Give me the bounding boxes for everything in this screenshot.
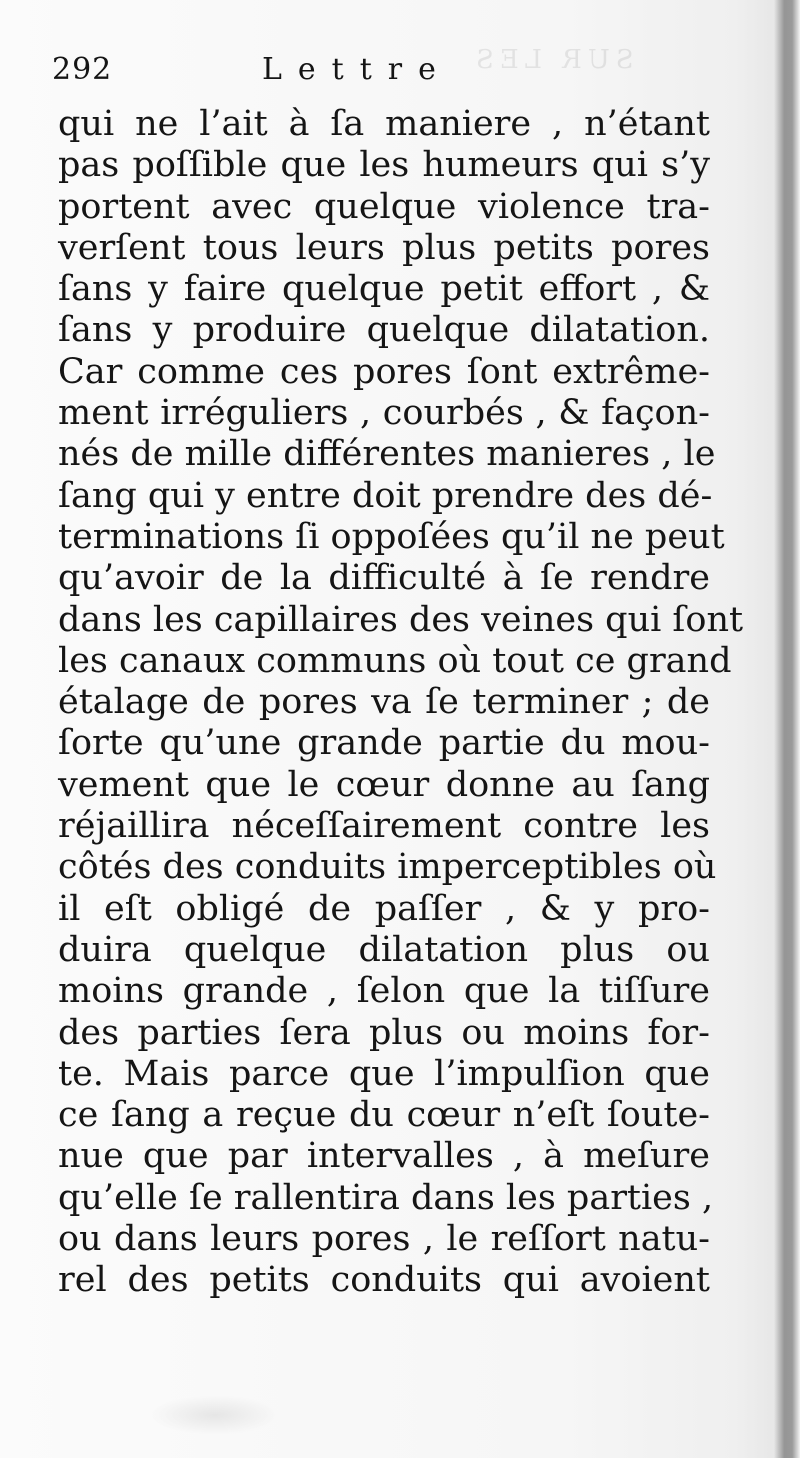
text-line: ſans y faire quelque petit effort , & — [58, 269, 710, 310]
text-line: des parties ſera plus ou moins for- — [58, 1012, 710, 1053]
binding-edge — [774, 0, 800, 1458]
text-line: rel des petits conduits qui avoient — [58, 1260, 710, 1301]
text-line: nés de mille différentes manieres , le — [58, 434, 716, 475]
show-through-text: SUR LES — [470, 45, 634, 75]
text-line: vement que le cœur donne au ſang — [58, 764, 710, 805]
page-number: 292 — [52, 52, 113, 87]
text-line: ment irréguliers , courbés , & façon- — [58, 393, 710, 434]
page-header — [52, 52, 512, 92]
text-line: ſorte qu’une grande partie du mou- — [58, 723, 710, 764]
page-smudge — [150, 1395, 280, 1435]
text-line: qu’elle ſe rallentira dans les parties , — [58, 1177, 714, 1218]
text-line: étalage de pores va ſe terminer ; de — [58, 682, 710, 723]
text-line: te. Mais parce que l’impulſion que — [58, 1053, 710, 1094]
text-line: qu’avoir de la difficulté à ſe rendre — [58, 558, 710, 599]
text-line: ſans y produire quelque dilatation. — [58, 310, 710, 351]
text-line: duira quelque dilatation plus ou — [58, 929, 710, 970]
text-line: nue que par intervalles , à meſure — [58, 1136, 710, 1177]
text-line: côtés des conduits imperceptibles où — [58, 847, 717, 888]
text-line: qui ne l’ait à ſa maniere , n’étant — [58, 104, 710, 144]
text-line: dans les capillaires des veines qui ſont — [58, 599, 744, 640]
text-line: moins grande , ſelon que la tiſſure — [58, 971, 710, 1012]
text-line: terminations ſi oppoſées qu’il ne peut — [58, 516, 725, 557]
text-line: les canaux communs où tout ce grand — [58, 640, 732, 681]
text-line: ce ſang a reçue du cœur n’eſt ſoute- — [58, 1095, 710, 1136]
text-line: pas poſſible que les humeurs qui s’y — [58, 145, 710, 186]
text-line: portent avec quelque violence tra- — [58, 186, 710, 227]
body-text — [58, 104, 744, 1302]
text-line: il eſt obligé de paſſer , & y pro- — [58, 888, 710, 929]
text-line: Car comme ces pores ſont extrême- — [58, 351, 710, 392]
text-line: réjaillira néceſſairement contre les — [58, 806, 710, 847]
text-line: verſent tous leurs plus petits pores — [58, 227, 710, 268]
text-line: ſang qui y entre doit prendre des dé- — [58, 475, 713, 516]
text-line: ou dans leurs pores , le reſſort natu- — [58, 1219, 710, 1260]
running-head: Lettre — [262, 52, 452, 87]
